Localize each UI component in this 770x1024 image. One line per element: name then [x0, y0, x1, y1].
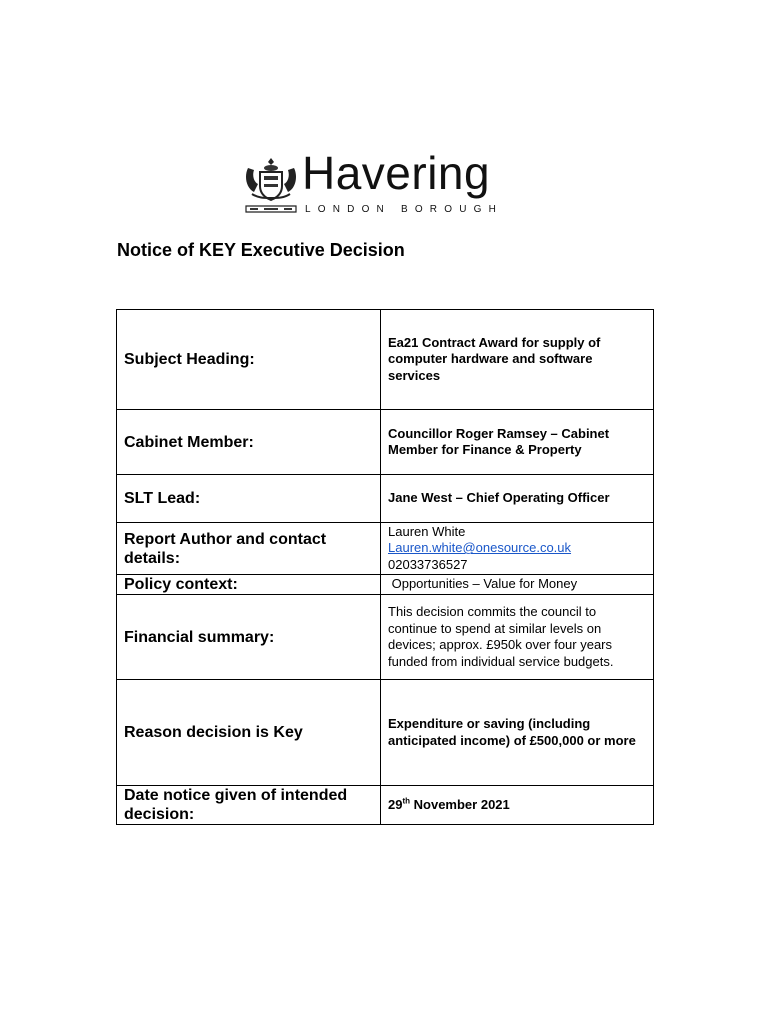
slt-label: SLT Lead: — [117, 475, 381, 523]
havering-logo — [242, 147, 522, 218]
table-row — [117, 310, 654, 410]
subject-value: Ea21 Contract Award for supply of computer hardware and software services — [381, 310, 654, 410]
date-day: 29 — [388, 796, 403, 812]
author-label: Report Author and contact details: — [117, 523, 381, 575]
table-row — [117, 786, 654, 825]
cabinet-label: Cabinet Member: — [117, 410, 381, 475]
financial-value: This decision commits the council to continue to spend at similar levels on devices; approx. £950k over four years funded from individual service budgets. — [381, 595, 654, 680]
cabinet-value: Councillor Roger Ramsey – Cabinet Member for Finance & Property — [381, 410, 654, 475]
table-row — [117, 575, 654, 595]
table-row — [117, 595, 654, 680]
table-row — [117, 475, 654, 523]
author-phone: 02033736527 — [388, 556, 468, 572]
brand-name: Havering — [302, 147, 491, 199]
date-value — [381, 786, 654, 825]
reason-label: Reason decision is Key — [117, 680, 381, 786]
table-row — [117, 410, 654, 475]
decision-table — [116, 309, 654, 825]
author-value — [381, 523, 654, 575]
author-name: Lauren White — [388, 523, 466, 539]
date-label: Date notice given of intended decision: — [117, 786, 381, 825]
date-suffix: th — [402, 796, 411, 806]
borough-crest-icon — [242, 154, 300, 216]
reason-value: Expenditure or saving (including anticipated income) of £500,000 or more — [381, 680, 654, 786]
subject-label: Subject Heading: — [117, 310, 381, 410]
policy-value: Opportunities – Value for Money — [381, 575, 654, 595]
financial-label: Financial summary: — [117, 595, 381, 680]
page-title: Notice of KEY Executive Decision — [117, 240, 405, 260]
policy-label: Policy context: — [117, 575, 381, 595]
author-email-link[interactable]: Lauren.white@onesource.co.uk — [388, 540, 572, 556]
brand-subtitle: LONDON BOROUGH — [305, 204, 504, 215]
table-row — [117, 523, 654, 575]
slt-value: Jane West – Chief Operating Officer — [381, 475, 654, 523]
date-rest: November 2021 — [410, 796, 510, 812]
table-row — [117, 680, 654, 786]
